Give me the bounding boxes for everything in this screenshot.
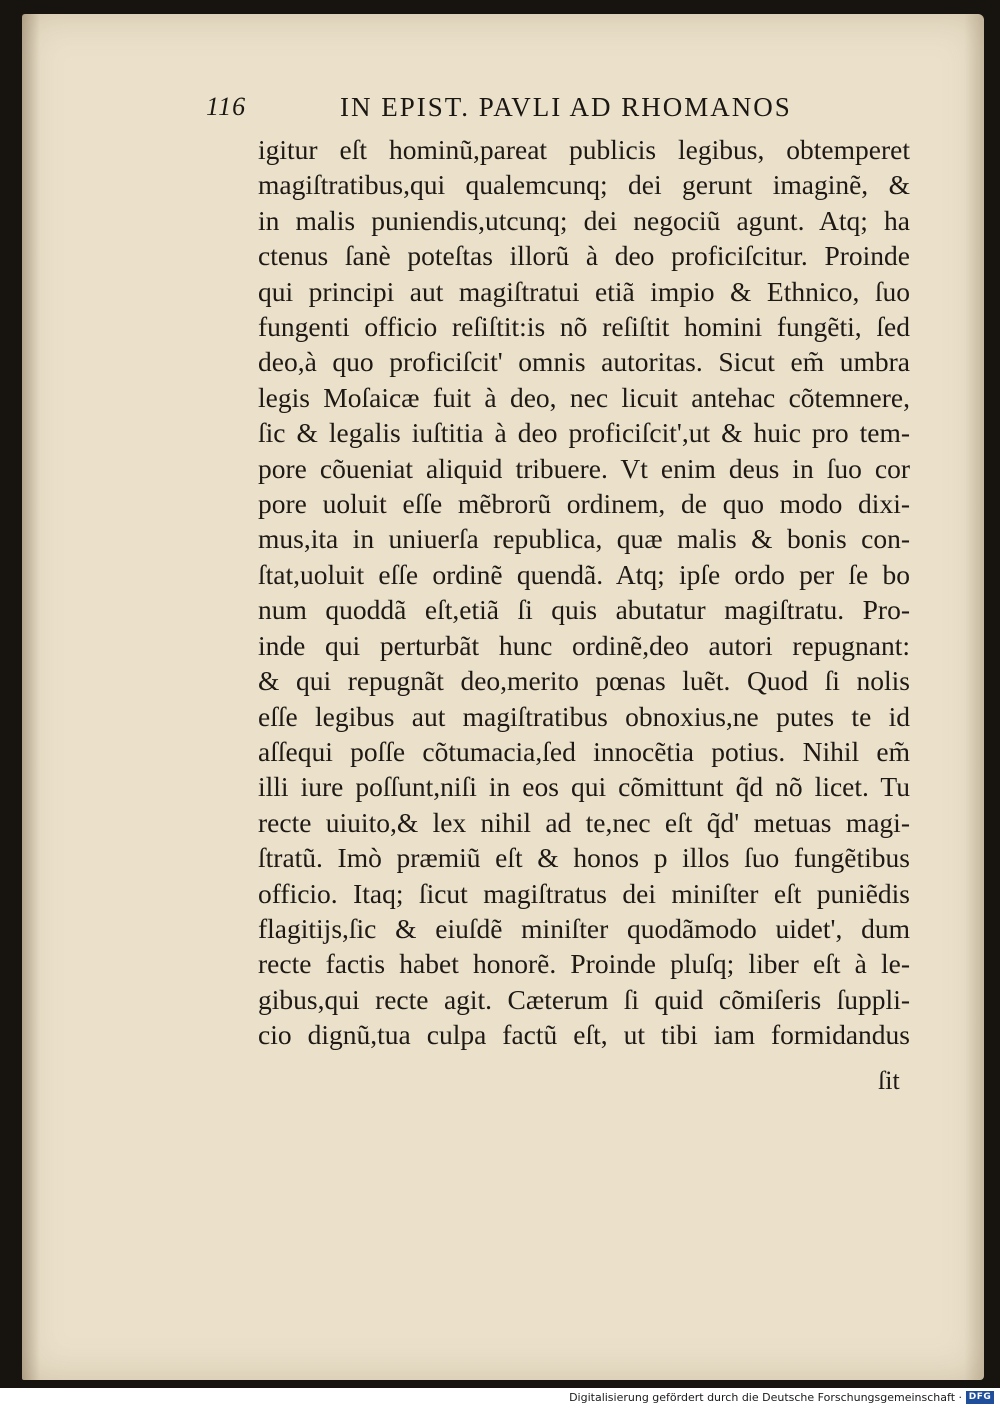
page-number: 116 [206,92,247,121]
text-line: gibus,qui recte agit. Cæterum ſi quid cõmiſeris ſuppli- [258,983,910,1015]
text-line: num quoddã eſt,etiã ſi quis abutatur magiſtratu. Pro- [258,594,910,626]
text-line: ctenus ſanè poteſtas illorũ à deo proficiſcitur. Proinde [258,240,910,272]
running-head [206,92,856,126]
text-line: ſic & legalis iuſtitia à deo proficiſcit',ut & huic pro tem- [258,417,910,449]
text-line: legis Moſaicæ fuit à deo, nec licuit antehac cõtemnere, [258,381,910,413]
text-line: in malis puniendis,utcunq; dei negociũ agunt. Atq; ha [258,204,910,236]
text-line: deo,à quo proficiſcit' omnis autoritas. Sicut em̃ umbra [258,346,910,378]
text-line: mus,ita in uniuerſa republica, quæ malis & bonis con- [258,523,910,555]
text-line: igitur eſt hominũ,pareat publicis legibus, obtemperet [258,134,910,165]
body-text [258,132,918,1053]
text-line: ſtratũ. Imò præmiũ eſt & honos p illos ſuo fungẽtibus [258,842,910,874]
text-line: inde qui perturbãt hunc ordinẽ,deo autori repugnant: [258,629,910,661]
text-line: eſſe legibus aut magiſtratibus obnoxius,ne putes te id [258,700,910,732]
footer-bar [0,1388,1000,1408]
text-line: & qui repugnãt deo,merito pœnas luẽt. Quod ſi nolis [258,665,910,697]
text-line: fungenti officio reſiſtit:is nõ reſiſtit homini fungẽti, ſed [258,311,910,343]
running-head-title: IN EPIST. PAVLI AD RHOMANOS [340,92,792,122]
text-line: pore cõueniat aliquid tribuere. Vt enim deus in ſuo cor [258,452,910,484]
text-line: qui principi aut magiſtratui etiã impio & Ethnico, ſuo [258,275,910,307]
text-line: ſtat,uoluit eſſe ordinẽ quendã. Atq; ipſe ordo per ſe bo [258,558,910,590]
text-line: recte uiuito,& lex nihil ad te,nec eſt q̃d' metuas magi- [258,806,910,838]
text-line: recte factis habet honorẽ. Proinde pluſq; liber eſt à le- [258,948,910,980]
text-line: illi iure poſſunt,niſi in eos qui cõmittunt q̃d nõ licet. Tu [258,771,910,803]
catchword: ſit [878,1066,900,1095]
text-line: cio dignũ,tua culpa factũ eſt, ut tibi iam formidandus [258,1019,910,1051]
spine-shadow [22,14,40,1380]
funding-notice: Digitalisierung gefördert durch die Deutsche Forschungsgemeinschaft · [569,1391,962,1404]
text-line: pore uoluit eſſe mẽbrorũ ordinem, de quo modo dixi- [258,488,910,520]
text-line: officio. Itaq; ſicut magiſtratus dei miniſter eſt puniẽdis [258,877,910,909]
page-edge-shadow [964,14,984,1380]
text-line: flagitijs,ſic & eiuſdẽ miniſter quodãmodo uidet', dum [258,912,910,944]
text-line: magiſtratibus,qui qualemcunq; dei gerunt imaginẽ, & [258,169,910,201]
dfg-logo: DFG [966,1391,994,1404]
text-line: aſſequi poſſe cõtumacia,ſed innocẽtia potius. Nihil em̃ [258,735,910,767]
